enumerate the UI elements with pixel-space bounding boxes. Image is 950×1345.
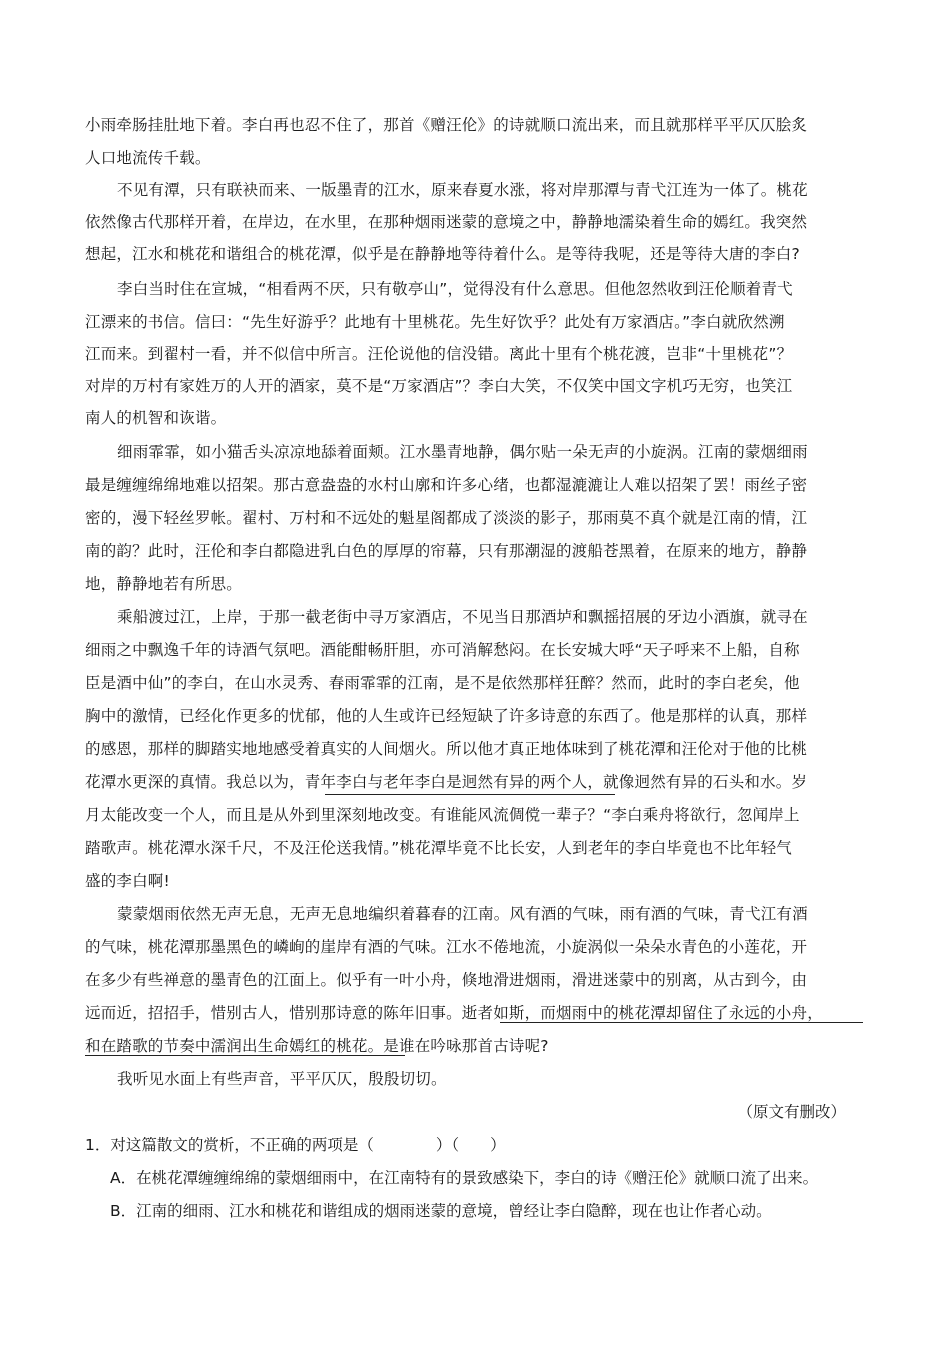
paragraph-line: 人口地流传千载。 (85, 149, 211, 167)
underline-mark (85, 1055, 405, 1056)
paragraph-line: 南的韵？此时，汪伦和李白都隐进乳白色的厚厚的帘幕，只有那潮湿的渡船苍黑着，在原来的地方，静静 (85, 542, 808, 560)
paragraph-line: 依然像古代那样开着，在岸边，在水里，在那种烟雨迷蒙的意境之中，静静地濡染着生命的嫣红。我突然 (85, 213, 808, 231)
paragraph-line: 花潭水更深的真情。我总以为，青年李白与老年李白是迥然有异的两个人，就像迥然有异的石头和水。岁 (85, 773, 808, 791)
paragraph-line: 小雨牵肠挂肚地下着。李白再也忍不住了，那首《赠汪伦》的诗就顺口流出来，而且就那样平平仄仄脍炙 (85, 116, 808, 134)
paragraph-line: 臣是酒中仙”的李白，在山水灵秀、春雨霏霏的江南，是不是依然那样狂醉？然而，此时的李白老矣，他 (85, 674, 800, 692)
paragraph-line: 地，静静地若有所思。 (85, 575, 243, 593)
paragraph-line: 的感恩，那样的脚踏实地地感受着真实的人间烟火。所以他才真正地体味到了桃花潭和汪伦对于他的比桃 (85, 740, 808, 758)
paragraph-line: 细雨霏霏，如小猫舌头凉凉地舔着面颊。江水墨青地静，偶尔贴一朵无声的小旋涡。江南的蒙烟细雨 (117, 443, 808, 461)
underline-mark (500, 1022, 863, 1023)
paragraph-line: 盛的李白啊! (85, 872, 170, 890)
paragraph-line: 蒙蒙烟雨依然无声无息，无声无息地编织着暮春的江南。风有酒的气味，雨有酒的气味，青弋江有酒 (117, 905, 808, 923)
paragraph-line: 乘船渡过江，上岸，于那一截老街中寻万家酒店，不见当日那酒垆和飘摇招展的牙边小酒旗，就寻在 (117, 608, 808, 626)
paragraph-line: 最是缠缠绵绵地难以招架。那古意盎盎的水村山廓和许多心绪，也都湿漉漉让人难以招架了罢！雨丝子密 (85, 476, 808, 494)
paragraph-line: 远而近，招招手，惜别古人，惜别那诗意的陈年旧事。逝者如斯，而烟雨中的桃花潭却留住了永远的小舟， (85, 1004, 823, 1022)
paragraph-line: 踏歌声。桃花潭水深千尺，不及汪伦送我情。”桃花潭毕竟不比长安，人到老年的李白毕竟也不比年轻气 (85, 839, 792, 857)
option-b: B．江南的细雨、江水和桃花和谐组成的烟雨迷蒙的意境，曾经让李白隐醉，现在也让作者心动。 (110, 1202, 772, 1220)
paragraph-line: 在多少有些禅意的墨青色的江面上。似乎有一叶小舟，倏地滑进烟雨，滑进迷蒙中的别离，从古到今，由 (85, 971, 808, 989)
paragraph-line: 江漂来的书信。信曰：“先生好游乎？此地有十里桃花。先生好饮乎？此处有万家酒店。”李白就欣然溯 (85, 313, 785, 331)
paragraph-line: 我听见水面上有些声音，平平仄仄，殷殷切切。 (117, 1070, 447, 1088)
paragraph-line: 的气味，桃花潭那墨黑色的嶙峋的崖岸有酒的气味。江水不倦地流，小旋涡似一朵朵水青色的小莲花，开 (85, 938, 808, 956)
paragraph-line: 密的，漫下轻丝罗帐。翟村、万村和不远处的魁星阁都成了淡淡的影子，那雨莫不真个就是江南的情，江 (85, 509, 808, 527)
paragraph-line: 南人的机智和诙谐。 (85, 409, 227, 427)
paragraph-line: 对岸的万村有家姓万的人开的酒家，莫不是“万家酒店”？李白大笑，不仅笑中国文字机巧无穷，也笑江 (85, 377, 793, 395)
question-stem: 1．对这篇散文的赏析，不正确的两项是（ ）（ ） (85, 1136, 506, 1154)
paragraph-line: 细雨之中飘逸千年的诗酒气氛吧。酒能酣畅肝胆，亦可消解愁闷。在长安城大呼“天子呼来不上船，自称 (85, 641, 800, 659)
source-note: （原文有删改） (737, 1103, 846, 1121)
paragraph-line: 月太能改变一个人，而且是从外到里深刻地改变。有谁能风流倜傥一辈子？“李白乘舟将欲行，忽闻岸上 (85, 806, 800, 824)
option-a: A．在桃花潭缠缠绵绵的蒙烟细雨中，在江南特有的景致感染下，李白的诗《赠汪伦》就顺口流了出来。 (110, 1169, 819, 1187)
paragraph-line: 不见有潭，只有联袂而来、一版墨青的江水，原来春夏水涨，将对岸那潭与青弋江连为一体了。桃花 (117, 181, 808, 199)
underline-mark (325, 794, 615, 795)
paragraph-line: 和在踏歌的节奏中濡润出生命嫣红的桃花。是谁在吟咏那首古诗呢? (85, 1037, 549, 1055)
paragraph-line: 想起，江水和桃花和谐组合的桃花潭，似乎是在静静地等待着什么。是等待我呢，还是等待大唐的李白? (85, 245, 800, 263)
paragraph-line: 江而来。到翟村一看，并不似信中所言。汪伦说他的信没错。离此十里有个桃花渡，岂非“十里桃花”？ (85, 345, 793, 363)
paragraph-line: 胸中的激情，已经化作更多的忧郁，他的人生或许已经短缺了许多诗意的东西了。他是那样的认真，那样 (85, 707, 808, 725)
paragraph-line: 李白当时住在宣城，“相看两不厌，只有敬亭山”，觉得没有什么意思。但他忽然收到汪伦顺着青弋 (117, 280, 793, 298)
